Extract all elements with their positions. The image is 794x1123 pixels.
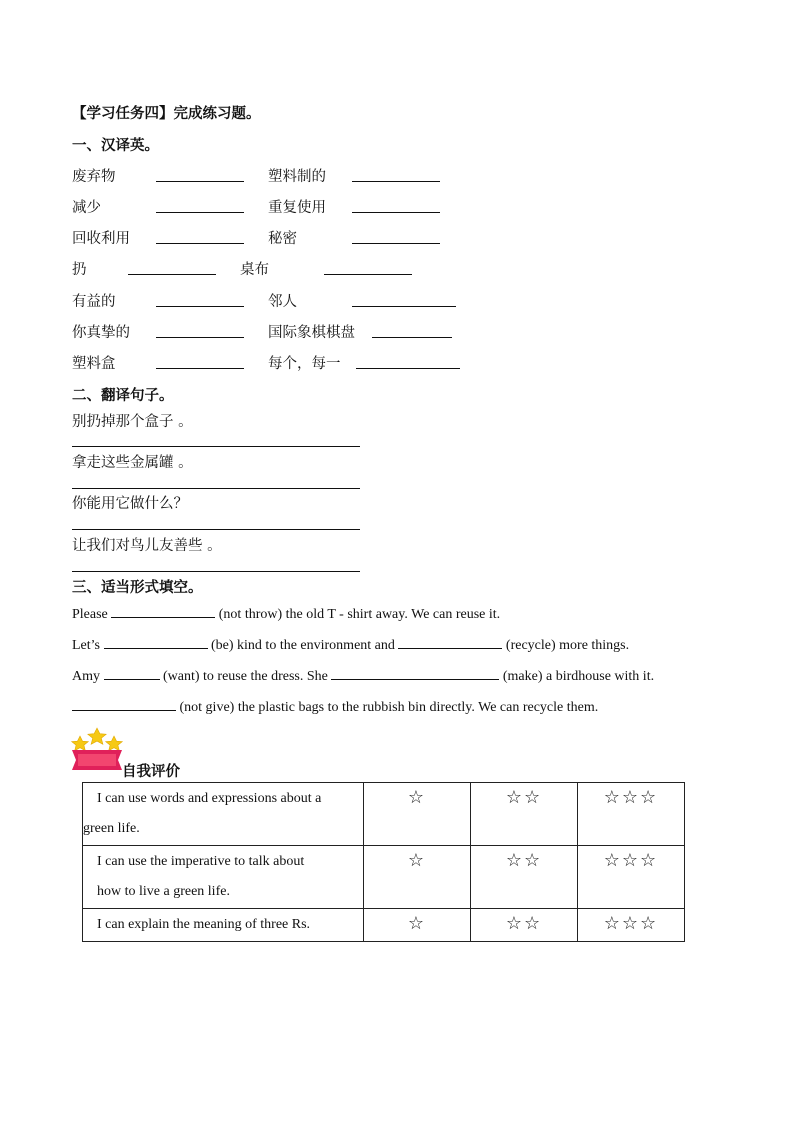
sentence-text: Amy (72, 669, 100, 684)
section2-heading: 二、翻译句子。 (72, 388, 174, 404)
table-row (83, 846, 685, 909)
answer-blank[interactable] (111, 603, 215, 618)
answer-blank[interactable] (352, 212, 440, 213)
answer-blank[interactable] (356, 368, 460, 369)
translate-sentence: 让我们对鸟儿友善些 。 (72, 538, 222, 554)
self-eval-table (82, 782, 685, 942)
criterion-text: I can use words and expressions about a (97, 791, 322, 806)
three-star-icon: ☆☆☆ (603, 913, 659, 934)
answer-blank[interactable] (331, 665, 499, 680)
answer-blank[interactable] (324, 274, 412, 275)
fill-sentence-3 (72, 665, 654, 685)
vocab-word: 废弃物 (72, 169, 116, 185)
table-row (83, 909, 685, 942)
answer-blank[interactable] (372, 337, 452, 338)
criterion-cell (83, 909, 364, 942)
translate-sentence: 你能用它做什么？ (72, 496, 188, 512)
sentence-text: (be) kind to the environment and (211, 638, 395, 653)
vocab-word: 你真挚的 (72, 325, 130, 341)
answer-blank[interactable] (156, 368, 244, 369)
section3-heading: 三、适当形式填空。 (72, 580, 203, 596)
answer-blank[interactable] (352, 306, 456, 307)
rating-cell[interactable] (471, 783, 578, 846)
one-star-icon: ☆ (407, 913, 427, 934)
sentence-text: Let’s (72, 638, 100, 653)
vocab-word: 减少 (72, 200, 101, 216)
answer-blank[interactable] (352, 243, 440, 244)
answer-blank[interactable] (156, 181, 244, 182)
self-eval-heading: 自我评价 (122, 764, 180, 780)
sentence-text: (make) a birdhouse with it. (502, 669, 655, 684)
vocab-word: 重复使用 (268, 200, 326, 216)
vocab-word: 桌布 (240, 262, 269, 278)
answer-blank[interactable] (156, 337, 244, 338)
rating-cell[interactable] (578, 846, 685, 909)
stars-ribbon-icon (70, 726, 124, 772)
vocab-word: 邻人 (268, 294, 297, 310)
vocab-word: 秘密 (268, 231, 297, 247)
criterion-text: I can explain the meaning of three Rs. (97, 917, 311, 932)
one-star-icon: ☆ (407, 787, 427, 808)
answer-blank[interactable] (72, 696, 176, 711)
section1-heading: 一、汉译英。 (72, 138, 159, 154)
three-star-icon: ☆☆☆ (603, 787, 659, 808)
sentence-text: Please (72, 607, 108, 622)
table-row (83, 783, 685, 846)
criterion-text: how to live a green life. (97, 884, 230, 899)
criterion-cell (83, 783, 364, 846)
fill-sentence-1 (72, 603, 500, 623)
answer-blank[interactable] (104, 665, 160, 680)
two-star-icon: ☆☆ (505, 850, 543, 871)
criterion-cell (83, 846, 364, 909)
vocab-word: 塑料制的 (268, 169, 326, 185)
rating-cell[interactable] (578, 909, 685, 942)
one-star-icon: ☆ (407, 850, 427, 871)
translate-sentence: 别扔掉那个盒子 。 (72, 414, 193, 430)
sentence-text: (recycle) more things. (505, 638, 630, 653)
answer-line[interactable] (72, 529, 360, 530)
rating-cell[interactable] (364, 909, 471, 942)
answer-blank[interactable] (104, 634, 208, 649)
sentence-text: (want) to reuse the dress. She (163, 669, 328, 684)
answer-blank[interactable] (156, 306, 244, 307)
vocab-word: 有益的 (72, 294, 116, 310)
vocab-word: 回收利用 (72, 231, 130, 247)
answer-line[interactable] (72, 571, 360, 572)
rating-cell[interactable] (578, 783, 685, 846)
three-star-icon: ☆☆☆ (603, 850, 659, 871)
task-title: 【学习任务四】完成练习题。 (72, 106, 261, 122)
sentence-text: (not throw) the old T - shirt away. We can reuse it. (218, 607, 501, 622)
answer-line[interactable] (72, 488, 360, 489)
two-star-icon: ☆☆ (505, 913, 543, 934)
vocab-word: 每个，每一 (268, 356, 341, 372)
vocab-word: 扔 (72, 262, 87, 278)
two-star-icon: ☆☆ (505, 787, 543, 808)
answer-blank[interactable] (398, 634, 502, 649)
answer-blank[interactable] (156, 212, 244, 213)
sentence-text: (not give) the plastic bags to the rubbish bin directly. We can recycle them. (179, 700, 599, 715)
fill-sentence-4 (72, 696, 598, 716)
translate-sentence: 拿走这些金属罐 。 (72, 455, 193, 471)
fill-sentence-2 (72, 634, 629, 654)
criterion-text: I can use the imperative to talk about (97, 854, 305, 869)
rating-cell[interactable] (364, 846, 471, 909)
answer-line[interactable] (72, 446, 360, 447)
rating-cell[interactable] (471, 846, 578, 909)
criterion-text: green life. (83, 821, 140, 836)
vocab-word: 塑料盒 (72, 356, 116, 372)
answer-blank[interactable] (156, 243, 244, 244)
answer-blank[interactable] (352, 181, 440, 182)
answer-blank[interactable] (128, 274, 216, 275)
vocab-word: 国际象棋棋盘 (268, 325, 355, 341)
rating-cell[interactable] (471, 909, 578, 942)
rating-cell[interactable] (364, 783, 471, 846)
